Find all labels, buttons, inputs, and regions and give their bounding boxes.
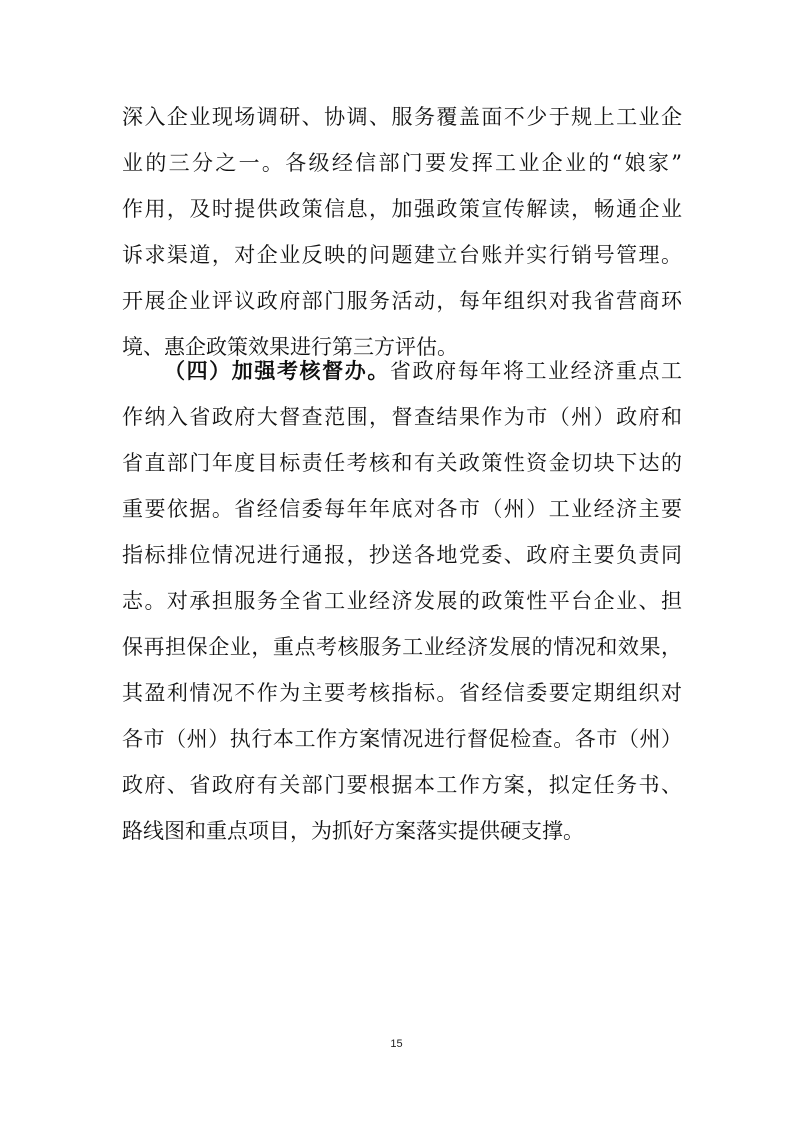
paragraph-2-line-8: 其盈利情况不作为主要考核指标。省经信委要定期组织对 bbox=[122, 681, 682, 705]
paragraph-2-line-11: 路线图和重点项目，为抓好方案落实提供硬支撑。 bbox=[122, 819, 584, 843]
paragraph-2-line-6: 志。对承担服务全省工业经济发展的政策性平台企业、担 bbox=[122, 589, 682, 613]
paragraph-2-line-5: 指标排位情况进行通报，抄送各地党委、政府主要负责同 bbox=[122, 543, 682, 567]
page-number: 15 bbox=[390, 1038, 403, 1050]
paragraph-2-line-7: 保再担保企业，重点考核服务工业经济发展的情况和效果， bbox=[122, 635, 682, 659]
paragraph-1-line-4: 诉求渠道，对企业反映的问题建立台账并实行销号管理。 bbox=[122, 243, 682, 267]
paragraph-2-line-10: 政府、省政府有关部门要根据本工作方案，拟定任务书、 bbox=[122, 773, 682, 797]
section-heading: （四）加强考核督办。 bbox=[164, 358, 390, 383]
paragraph-2-line-2: 作纳入省政府大督查范围，督查结果作为市（州）政府和 bbox=[122, 405, 682, 429]
paragraph-2-line-3: 省直部门年度目标责任考核和有关政策性资金切块下达的 bbox=[122, 451, 682, 475]
paragraph-1-line-2: 业的三分之一。各级经信部门要发挥工业企业的“娘家” bbox=[122, 151, 682, 175]
paragraph-2-line-4: 重要依据。省经信委每年年底对各市（州）工业经济主要 bbox=[122, 497, 682, 521]
paragraph-2-line-1 bbox=[164, 351, 682, 391]
paragraph-1-line-5: 开展企业评议政府部门服务活动，每年组织对我省营商环 bbox=[122, 289, 682, 313]
paragraph-1-line-1: 深入企业现场调研、协调、服务覆盖面不少于规上工业企 bbox=[122, 105, 682, 129]
paragraph-1-line-6: 境、惠企政策效果进行第三方评估。 bbox=[122, 335, 458, 359]
paragraph-1-line-3: 作用，及时提供政策信息，加强政策宣传解读，畅通企业 bbox=[122, 197, 682, 221]
paragraph-2-line-9: 各市（州）执行本工作方案情况进行督促检查。各市（州） bbox=[122, 727, 682, 751]
paragraph-2-line-1-text: 省政府每年将工业经济重点工 bbox=[389, 359, 683, 383]
